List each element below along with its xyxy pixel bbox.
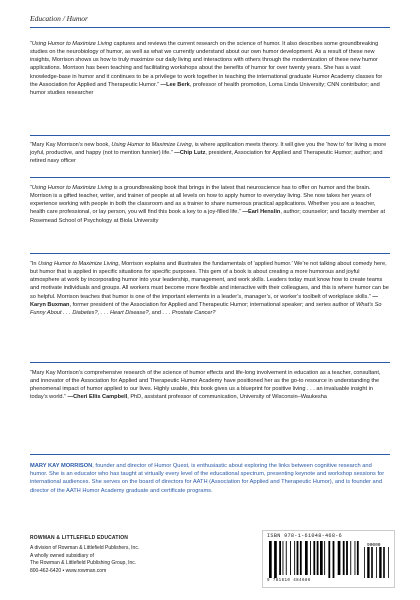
quote-author: —Cheri Ellis Campbell	[67, 394, 128, 401]
author-bio	[30, 462, 390, 495]
barcode-bar	[279, 541, 281, 575]
quote-body: “Using Humor to Maximize Living is a groundbreaking book that brings in the latest that neuroscience has to offer on humor and the brain. Morrison is a gifted teacher, writer, and trainer of people at all levels on how to apply humor to everyday living. She now takes her years of experience working with people in both the classroom and as a trainer to share numerous practical applications. Whether you are a teacher, health care professional, or lay person, you will find this book a key to a joy-filled life.” —Earl Henslin, author; counselor; and faculty member at Rosemead School of Psychology at Biola University	[30, 185, 386, 224]
barcode-bar	[294, 541, 295, 575]
section-divider	[30, 177, 390, 178]
quote-body: “In Using Humor to Maximize Living, Morrison explains and illustrates the fundamentals of ‘applied humor.’ We’re not talking about comedy here, but humor that is applied in specific situations for specific purposes. This gem of a book is about creating a more humorous and joyful atmosphere at work by incorporating humor into your leadership, management, and work skills. Leaders today must know how to create teams and motivate individuals and groups. All workers must become more flexible and interactive with their colleagues, and this is where humor can be so helpful. Morrison teaches that humor is one of the important elements in a leader’s, manager’s, or worker’s toolbelt of workplace skills.” —Karyn Buxman, former president of the Association for Applied and Therapeutic Humor; international speaker; and series author of What’s So Funny About . . . Diabetes?, . . . Heart Disease?, and . . . Prostate Cancer?	[30, 261, 389, 316]
barcode-bar	[357, 541, 359, 575]
endorsement-quote	[30, 40, 390, 97]
top-rule	[30, 27, 390, 28]
quote-credentials: , PhD, assistant professor of communication, University of Wisconsin–Waukesha	[127, 394, 327, 401]
author-name: MARY KAY MORRISON	[30, 463, 93, 469]
quote-author: —Karyn Buxman	[30, 293, 378, 308]
price-code-bar	[364, 547, 365, 578]
endorsement-quote	[30, 260, 390, 317]
barcode-bar	[283, 541, 284, 575]
barcode	[262, 530, 395, 588]
quote-author: —Lee Berk	[160, 81, 190, 88]
price-code-bar	[383, 547, 385, 578]
publisher-block	[30, 535, 220, 575]
barcode-bar	[333, 541, 335, 578]
barcode-bar	[350, 541, 351, 575]
quote-credentials: , professor of health promotion, Loma Linda University; CNN contributor; and humor studies researcher	[30, 81, 380, 96]
book-title: Using Humor to Maximize Living	[31, 185, 113, 191]
price-code-bar	[376, 547, 377, 578]
section-divider	[30, 135, 390, 136]
price-code-bar	[367, 547, 369, 578]
barcode-bar	[343, 541, 345, 575]
barcode-bar	[286, 541, 287, 575]
barcode-bar	[305, 541, 308, 575]
barcode-bar	[310, 541, 311, 575]
quote-body: “Mary Kay Morrison’s comprehensive research of the science of humor effects and life-long involvement in education as a teacher, consultant, and innovator of the Association for Applied and Therapeutic Humor Academy have positioned her as the go-to resource in understanding the phenomenal impact of humor applied to our lives. Highly usable, this book gives us a blueprint for positive living . . . an invaluable insight in today’s world.” —Cheri Ellis Campbell, PhD, assistant professor of communication, University of Wisconsin–Waukesha	[30, 370, 381, 401]
publisher-line: A wholly owned subsidiary of	[30, 552, 94, 559]
quote-body: “Using Humor to Maximize Living captures and reviews the current research on the science of humor. It also describes some groundbreaking studies on the neurobiology of humor, as well as what we currently understand about our own humor development. As a result of these new insights, Morrison shows us how to truly maximize our daily living and interactions with others through the modernization of these new humor applications. Morrison has been teaching and facilitating workshops about the benefits of humor for over twenty years. She has a vast knowledge-base in humor and it continues to be a privilege to work together in teaching the international graduate Humor Academy classes for the Association for Applied and Therapeutic Humor.” —Lee Berk, professor of health promotion, Loma Linda University; CNN contributor; and humor studies researcher	[30, 41, 383, 96]
quote-author: —Earl Henslin	[242, 209, 281, 216]
publisher-line: A division of Rowman & Littlefield Publishers, Inc.	[30, 545, 140, 552]
quote-credentials: , president, Association for Applied and Therapeutic Humor; author; and retired navy officer	[30, 150, 383, 165]
barcode-bar	[320, 541, 323, 575]
price-code-bar	[371, 547, 373, 578]
series-title: . . . Prostate Cancer?	[162, 309, 216, 316]
barcode-bar	[300, 541, 302, 575]
barcode-bar	[274, 541, 277, 578]
endorsement-quote	[30, 184, 390, 225]
section-divider	[30, 362, 390, 363]
quote-body: “Mary Kay Morrison’s new book, Using Humor to Maximize Living, is where application meets theory. It will give you the ‘how to’ for living a more joyful, productive, and happy (not to mention funnier) life.” —Chip Lutz, president, Association for Applied and Therapeutic Humor; author; and retired navy officer	[30, 142, 387, 165]
section-divider	[30, 454, 390, 455]
barcode-bar	[297, 541, 299, 575]
barcode-bar	[317, 541, 319, 575]
endorsement-quote	[30, 141, 390, 165]
barcode-bar	[324, 541, 325, 575]
category-label: Education / Humor	[30, 14, 88, 23]
book-title: Using Humor to Maximize Living	[31, 41, 113, 47]
publisher-line: The Rowman & Littlefield Publishing Group, Inc.	[30, 560, 137, 567]
barcode-bar	[338, 541, 341, 575]
price-code-bar	[388, 547, 389, 578]
quote-credentials: , author; counselor; and faculty member at Rosemead School of Psychology at Biola University	[30, 209, 386, 224]
section-divider	[30, 253, 390, 254]
endorsement-quote	[30, 369, 390, 402]
barcode-bar	[269, 541, 272, 578]
price-code-bar	[379, 547, 381, 578]
barcode-bar	[313, 541, 315, 575]
isbn-label: ISBN 978-1-61048-468-6	[267, 533, 343, 539]
series-title: What’s So Funny About . . . Diabetes?, . . . Heart Disease?,	[30, 301, 382, 316]
barcode-bar	[346, 541, 348, 575]
barcode-bar	[290, 541, 291, 575]
barcode-bar	[328, 541, 330, 578]
quote-author: —Chip Lutz	[174, 150, 206, 157]
quote-credentials: , former president of the Association for Applied and Therapeutic Humor; international speaker; and series author of	[69, 301, 357, 308]
barcode-number: 9 781610 484686	[267, 579, 311, 583]
book-title: Using Humor to Maximize Living	[111, 142, 192, 148]
barcode-bar	[355, 541, 356, 575]
author-bio-text: , founder and director of Humor Quest, is enthusiastic about exploring the links between cognitive research and humor. She is an educator who has taught at virtually every level of the educational spectrum, presenting keynote and workshop sessions for international audiences. She serves on the board of directors for AATH (Association for Applied and Therapeutic Humor), and is founder and director of the AATH Humor Academy graduate and certificate programs.	[30, 463, 385, 494]
barcode-bars	[267, 541, 390, 579]
publisher-name: ROWMAN & LITTLEFIELD EDUCATION	[30, 535, 129, 541]
publisher-contact: 800-462-6420 • www.rowman.com	[30, 567, 107, 574]
book-title: Using Humor to Maximize Living	[38, 261, 119, 267]
price-code: 90000	[367, 543, 381, 548]
